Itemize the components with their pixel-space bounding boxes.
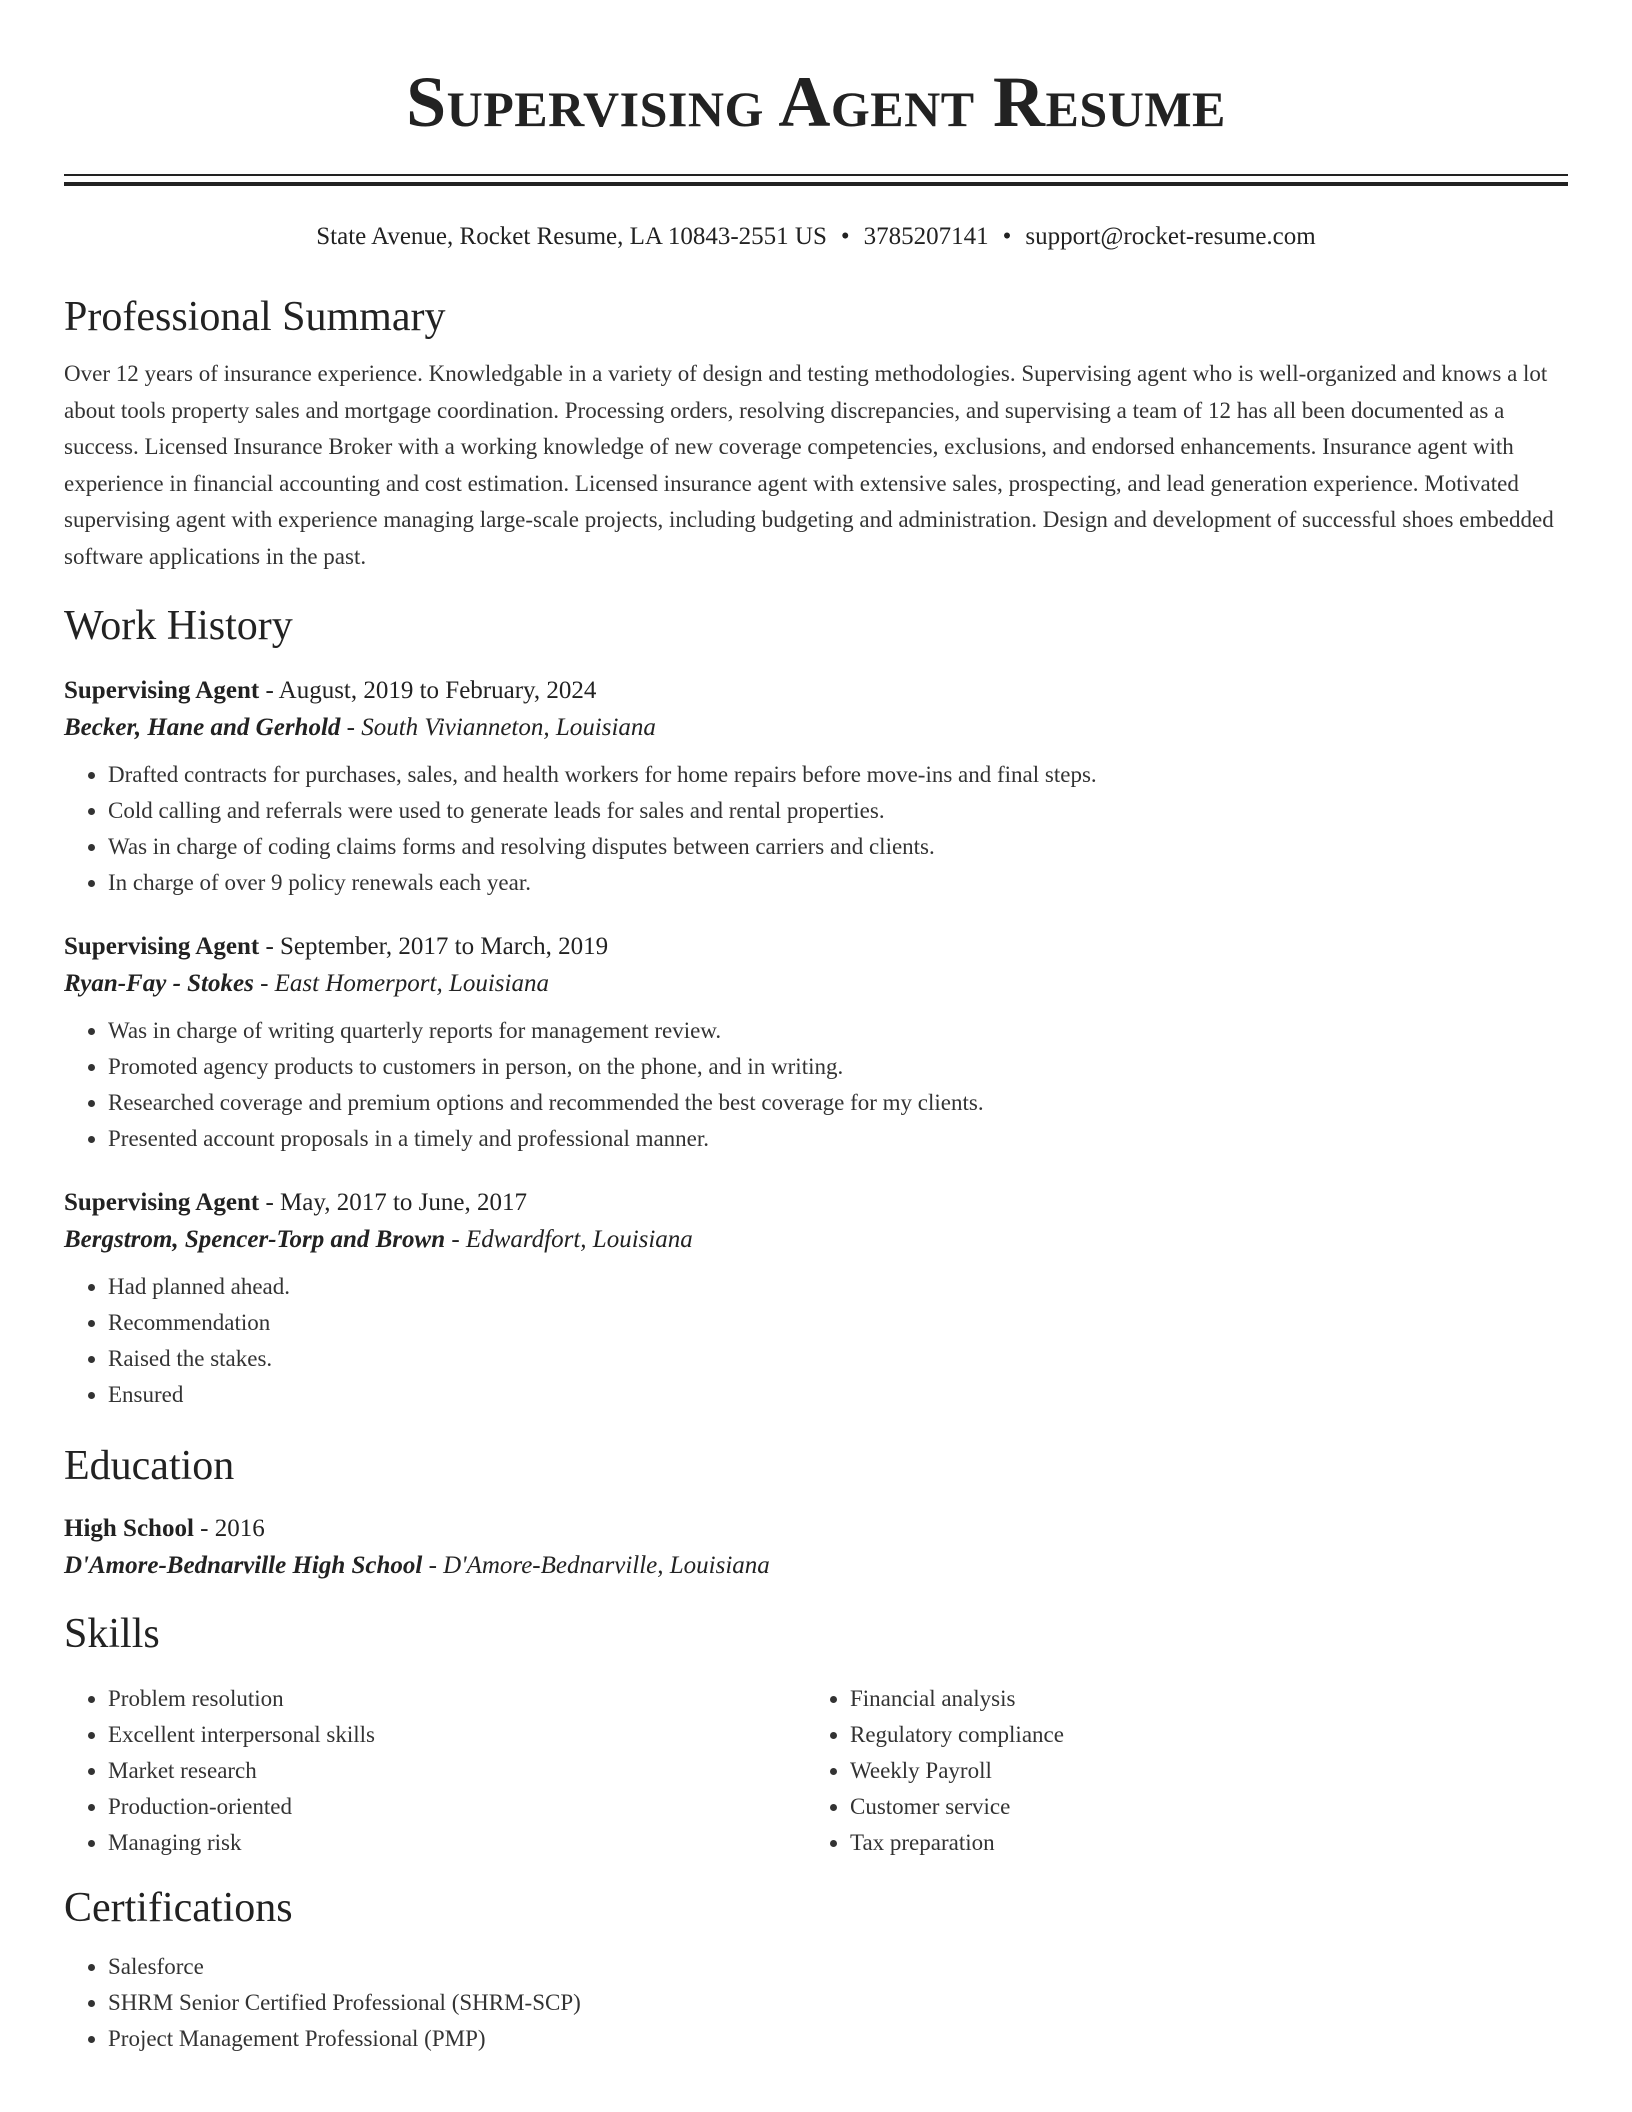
job-entry bbox=[64, 673, 1568, 901]
graduation-year: - 2016 bbox=[193, 1515, 265, 1542]
list-item: • Managing risk bbox=[108, 1825, 806, 1861]
list-item: • Tax preparation bbox=[850, 1825, 1548, 1861]
contact-phone: 3785207141 bbox=[863, 223, 989, 250]
section-heading-summary: Professional Summary bbox=[64, 294, 446, 340]
contact-email: support@rocket-resume.com bbox=[1025, 223, 1316, 250]
company-name: Becker, Hane and Gerhold bbox=[64, 714, 341, 741]
list-item: • Was in charge of coding claims forms and resolving disputes between carriers and clients. bbox=[108, 829, 1568, 865]
list-item: • Was in charge of writing quarterly reports for management review. bbox=[108, 1013, 1568, 1049]
page-title: Supervising Agent Resume bbox=[406, 62, 1226, 142]
contact-separator: • bbox=[840, 223, 850, 250]
job-title-line bbox=[64, 929, 1568, 965]
job-entry bbox=[64, 929, 1568, 1157]
summary-text: Over 12 years of insurance experience. Knowledgable in a variety of design and testing methodologies. Supervising agent who is well-organized and knows a lot about tools property sales and mortgage coordination. Processing orders, resolving discrepancies, and supervising a team of 12 has all been documented as a success. Licensed Insurance Broker with a working knowledge of new coverage competencies, exclusions, and endorsed enhancements. Insurance agent with experience in financial accounting and cost estimation. Licensed insurance agent with extensive sales, prospecting, and lead generation experience. Motivated supervising agent with experience managing large-scale projects, including budgeting and administration. Design and development of successful shoes embedded software applications in the past. bbox=[64, 361, 1554, 569]
job-dates: - August, 2019 to February, 2024 bbox=[259, 677, 597, 704]
list-item: • Customer service bbox=[850, 1789, 1548, 1825]
contact-line bbox=[64, 222, 1568, 252]
list-item: • Salesforce bbox=[108, 1949, 1568, 1985]
job-entry bbox=[64, 1185, 1568, 1413]
company-location: - South Vivianneton, Louisiana bbox=[340, 714, 656, 741]
job-title: Supervising Agent bbox=[64, 933, 260, 960]
job-title: Supervising Agent bbox=[64, 677, 260, 704]
company-name: Bergstrom, Spencer-Torp and Brown bbox=[64, 1226, 446, 1253]
list-item: • Project Management Professional (PMP) bbox=[108, 2021, 1568, 2057]
title-rule-thick bbox=[64, 182, 1568, 186]
job-title-line bbox=[64, 1185, 1568, 1221]
list-item: • Raised the stakes. bbox=[108, 1341, 1568, 1377]
list-item: • Had planned ahead. bbox=[108, 1269, 1568, 1305]
section-heading-certifications: Certifications bbox=[64, 1885, 293, 1931]
company-line bbox=[64, 1221, 1568, 1259]
school-location: - D'Amore-Bednarville, Louisiana bbox=[422, 1552, 770, 1579]
list-item: • Ensured bbox=[108, 1377, 1568, 1413]
skills-grid bbox=[64, 1681, 1568, 1861]
company-location: - East Homerport, Louisiana bbox=[253, 970, 549, 997]
list-item: • Problem resolution bbox=[108, 1681, 806, 1717]
list-item: • Presented account proposals in a timely and professional manner. bbox=[108, 1121, 1568, 1157]
section-heading-work-history: Work History bbox=[64, 603, 293, 649]
list-item: • Production-oriented bbox=[108, 1789, 806, 1825]
list-item: • Regulatory compliance bbox=[850, 1717, 1548, 1753]
title-rule-thin bbox=[64, 174, 1568, 176]
job-bullets bbox=[64, 1269, 1568, 1413]
job-dates: - May, 2017 to June, 2017 bbox=[259, 1189, 527, 1216]
section-heading-education: Education bbox=[64, 1443, 235, 1489]
company-name: Ryan-Fay - Stokes bbox=[64, 970, 254, 997]
education-entry bbox=[64, 1511, 1568, 1585]
list-item: • In charge of over 9 policy renewals each year. bbox=[108, 865, 1568, 901]
job-bullets bbox=[64, 1013, 1568, 1157]
skills-list-left bbox=[64, 1681, 806, 1861]
job-title-line bbox=[64, 673, 1568, 709]
job-bullets bbox=[64, 757, 1568, 901]
contact-separator: • bbox=[1002, 223, 1012, 250]
list-item: • Financial analysis bbox=[850, 1681, 1548, 1717]
skills-list-right bbox=[806, 1681, 1548, 1861]
list-item: • Promoted agency products to customers in person, on the phone, and in writing. bbox=[108, 1049, 1568, 1085]
company-location: - Edwardfort, Louisiana bbox=[445, 1226, 693, 1253]
certifications-list bbox=[64, 1949, 1568, 2057]
degree-line bbox=[64, 1511, 1568, 1547]
list-item: • Cold calling and referrals were used to generate leads for sales and rental properties. bbox=[108, 793, 1568, 829]
list-item: • SHRM Senior Certified Professional (SHRM-SCP) bbox=[108, 1985, 1568, 2021]
contact-address: State Avenue, Rocket Resume, LA 10843-2551 US bbox=[316, 223, 827, 250]
job-dates: - September, 2017 to March, 2019 bbox=[259, 933, 609, 960]
section-heading-skills: Skills bbox=[64, 1611, 160, 1657]
degree: High School bbox=[64, 1515, 194, 1542]
list-item: • Market research bbox=[108, 1753, 806, 1789]
list-item: • Recommendation bbox=[108, 1305, 1568, 1341]
school-name: D'Amore-Bednarville High School bbox=[64, 1552, 423, 1579]
school-line bbox=[64, 1547, 1568, 1585]
list-item: • Drafted contracts for purchases, sales, and health workers for home repairs before move-ins and final steps. bbox=[108, 757, 1568, 793]
list-item: • Researched coverage and premium options and recommended the best coverage for my clients. bbox=[108, 1085, 1568, 1121]
company-line bbox=[64, 965, 1568, 1003]
company-line bbox=[64, 709, 1568, 747]
list-item: • Excellent interpersonal skills bbox=[108, 1717, 806, 1753]
job-title: Supervising Agent bbox=[64, 1189, 260, 1216]
list-item: • Weekly Payroll bbox=[850, 1753, 1548, 1789]
